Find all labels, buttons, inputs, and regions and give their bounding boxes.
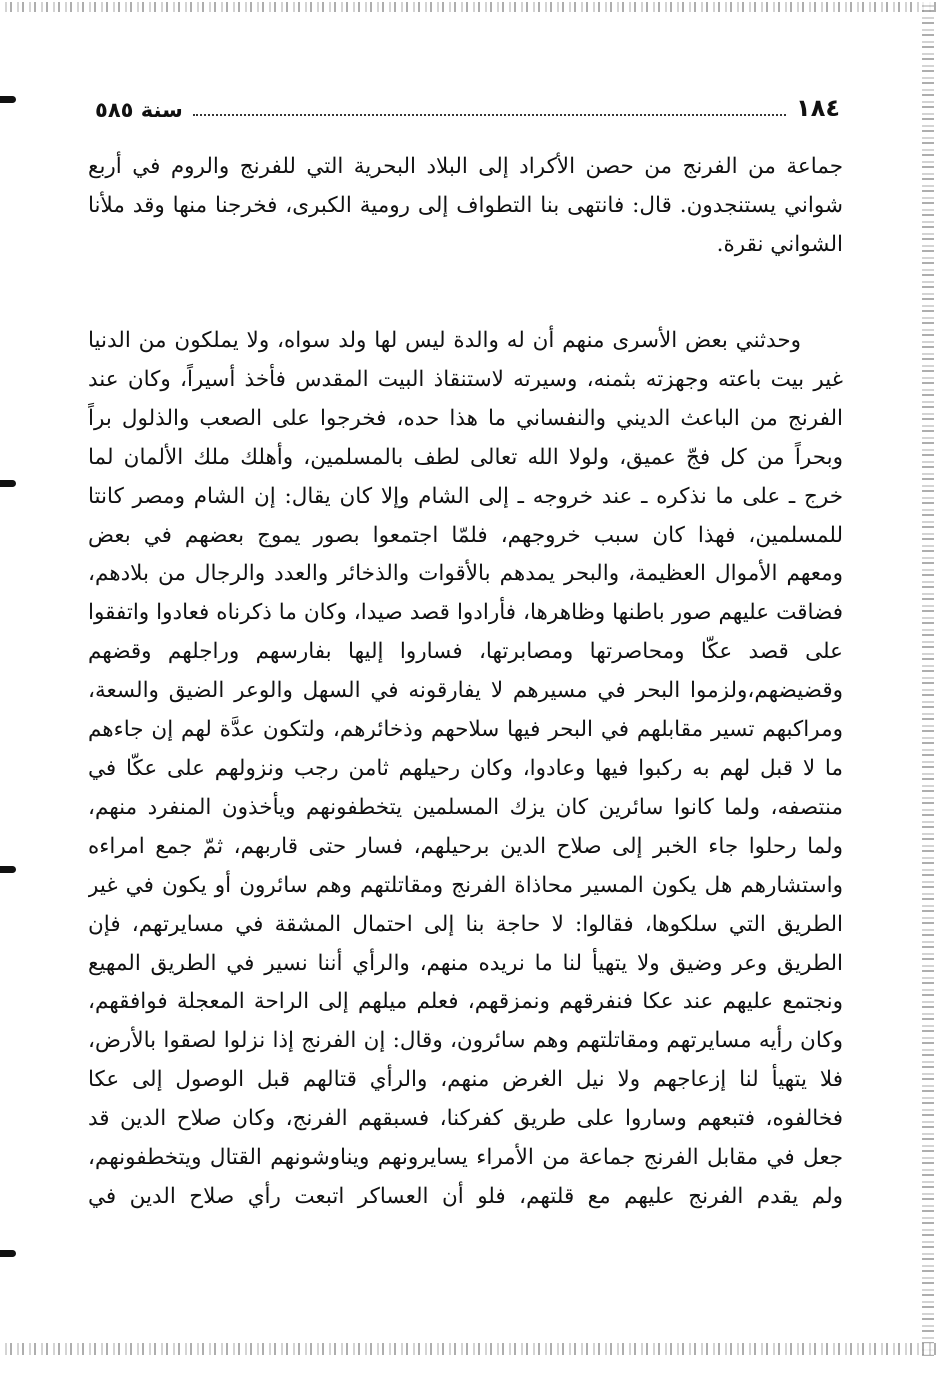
page-border-bottom bbox=[0, 1343, 938, 1355]
text-line: واستشارهم هل يكون المسير محاذاة الفرنج ومقاتلتهم وهم سائرون أو يكون في غير bbox=[88, 872, 843, 898]
binding-mark bbox=[0, 96, 16, 103]
text-line: خرج ـ على ما نذكره ـ عند خروجه ـ إلى الشام وإلا كان يقال: إن الشام ومصر كانتا bbox=[88, 483, 843, 509]
text-line: الطريق التي سلكوها، فقالوا: لا حاجة بنا إلى احتمال المشقة في مسايرتهم، فإن bbox=[88, 911, 843, 937]
text-line: وكان رأيه مسايرتهم ومقاتلتهم وهم سائرون، وقال: إن الفرنج إذا نزلوا لصقوا بالأرض، bbox=[88, 1028, 843, 1054]
text-line: وبحراً من كل فجّ عميق، ولولا الله تعالى لطف بالمسلمين، وأهلك ملك الألمان لما bbox=[88, 444, 843, 470]
binding-mark bbox=[0, 480, 16, 487]
page-number: ١٨٤ bbox=[796, 94, 840, 122]
text-line: الطريق وعر وضيق ولا يتهيأ لنا ما نريده منهم، والرأي أننا نسير في الطريق المهيع bbox=[88, 950, 843, 976]
text-line: فضاقت عليهم صور باطنها وظاهرها، فأرادوا قصد صيدا، وكان ما ذكرناه فعادوا واتفقوا bbox=[88, 600, 843, 626]
text-line: الشواني نقرة. bbox=[716, 231, 843, 257]
page-border-right bbox=[922, 0, 934, 1360]
text-line: وقضيضهم،ولزموا البحر في مسيرهم لا يفارقونه في السهل والوعر الضيق والسعة، bbox=[88, 678, 843, 704]
text-line: ومعهم الأموال العظيمة، والبحر يمدهم بالأقوات والذخائر والعدد والرجال من بلادهم، bbox=[88, 561, 843, 587]
paragraph-2 bbox=[88, 322, 843, 1217]
text-line: غير بيت باعته وجهزته بثمنه، وسيرته لاستنقاذ البيت المقدس فأخذ أسيراً، وكان عند bbox=[88, 366, 843, 392]
header-year: سنة ٥٨٥ bbox=[95, 98, 183, 122]
text-line: ومراكبهم تسير مقابلهم في البحر فيها سلاحهم وذخائرهم، ولتكون عدَّة لهم إن جاءهم bbox=[88, 717, 843, 743]
text-line: جماعة من الفرنج من حصن الأكراد إلى البلاد البحرية التي للفرنج والروم في أربع bbox=[88, 154, 843, 179]
text-line: ما لا قبل لهم به ركبوا فيها وعادوا، وكان رحيلهم ثامن رجب ونزولهم على عكّا في bbox=[88, 755, 843, 781]
text-line: جعل في مقابل الفرنج جماعة من الأمراء يسايرونهم ويناوشونهم القتال ويتخطفونهم، bbox=[88, 1145, 843, 1171]
binding-mark bbox=[0, 1250, 16, 1257]
text-line: ولم يقدم الفرنج عليهم مع قلتهم، فلو أن العساكر اتبعت رأي صلاح الدين في bbox=[88, 1183, 843, 1209]
header-dotted-leader bbox=[193, 114, 786, 116]
text-line: للمسلمين، فهذا كان سبب خروجهم، فلمّا اجتمعوا بصور يموج بعضهم في بعض bbox=[88, 522, 843, 548]
text-line: شواني يستنجدون. قال: فانتهى بنا التطواف إلى رومية الكبرى، فخرجنا منها وقد ملأنا bbox=[88, 192, 843, 218]
text-line: ولما رحلوا جاء الخبر إلى صلاح الدين برحيلهم، فسار حتى قاربهم، ثمّ جمع امراءه bbox=[88, 833, 843, 859]
text-line: ونجتمع عليهم عند عكا فنفرقهم ونمزقهم، فعلم ميلهم إلى الراحة المعجلة فوافقهم، bbox=[88, 989, 843, 1015]
text-line: فلا يتهيأ لنا إزعاجهم ولا نيل الغرض منهم، والرأي قتالهم قبل الوصول إلى عكا bbox=[88, 1067, 843, 1093]
text-line: فخالفوه، فتبعهم وساروا على طريق كفركنا، فسبقهم الفرنج، وكان صلاح الدين قد bbox=[88, 1106, 843, 1132]
text-line: الفرنج من الباعث الديني والنفساني ما هذا حده، فخرجوا على الصعب والذلول براً bbox=[88, 405, 843, 431]
text-line: وحدثني بعض الأسرى منهم أن له والدة ليس لها ولد سواه، ولا يملكون من الدنيا bbox=[88, 328, 801, 353]
binding-mark bbox=[0, 866, 16, 873]
text-line: منتصفه، ولما كانوا سائرين كان يزك المسلمين يتخطفونهم ويأخذون المنفرد منهم، bbox=[88, 794, 843, 820]
page-border-top bbox=[0, 2, 938, 12]
text-line: على قصد عكّا ومحاصرتها ومصابرتها، فساروا إليها بفارسهم وراجلهم وقضهم bbox=[88, 639, 843, 665]
paragraph-1 bbox=[88, 148, 843, 265]
running-header bbox=[95, 86, 840, 122]
